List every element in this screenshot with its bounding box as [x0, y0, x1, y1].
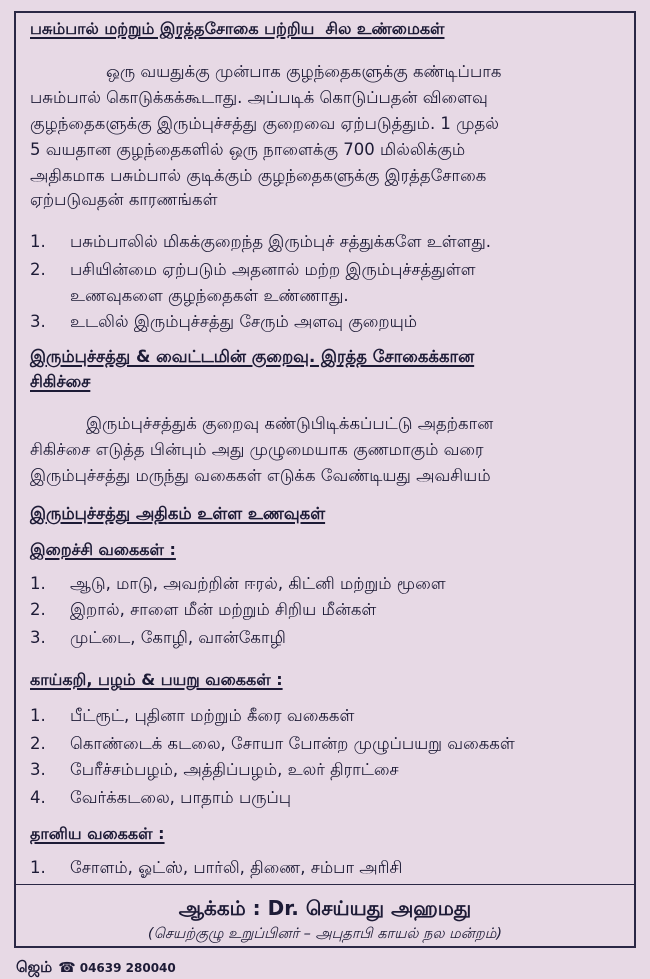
- list-item: [30, 627, 286, 649]
- list-item-text: இறால், சாளை மீன் மற்றும் சிறிய மீன்கள்: [70, 600, 377, 619]
- list-item: [30, 787, 291, 809]
- list-item: [30, 231, 491, 253]
- list-item: [30, 705, 354, 727]
- list-item-text: வேர்க்கடலை, பாதாம் பருப்பு: [70, 788, 292, 807]
- author-credit: ஆக்கம் : Dr. செய்யது அஹமது: [178, 896, 472, 920]
- list-number: 4.: [30, 788, 46, 807]
- section-heading: இரும்புச்சத்து & வைட்டமின் குறைவு. இரத்த சோகைக்கான: [30, 347, 475, 366]
- intro-line: பசும்பால் கொடுக்கக்கூடாது. அப்படிக் கொடுப்பதன் விளைவு: [30, 88, 488, 107]
- list-item-text: பீட்ரூட், புதினா மற்றும் கீரை வகைகள்: [70, 706, 355, 725]
- list-item: [30, 259, 476, 281]
- list-item: [30, 599, 376, 621]
- treatment-line: இரும்புச்சத்து மருந்து வகைகள் எடுக்க வேண்டியது அவசியம்: [30, 466, 491, 485]
- intro-line: ஏற்படுவதன் காரணங்கள்: [30, 190, 218, 209]
- group-heading-vegetables: காய்கறி, பழம் & பயறு வகைகள் :: [30, 670, 283, 689]
- intro-line: குழந்தைகளுக்கு இரும்புச்சத்து குறைவை ஏற்படுத்தும். 1 முதல்: [30, 114, 499, 133]
- phone-icon: [58, 960, 75, 976]
- list-number: 3.: [30, 628, 46, 647]
- contact-line: [16, 957, 176, 978]
- phone-number: 04639 280040: [79, 961, 176, 975]
- list-item-text: பசும்பாலில் மிகக்குறைந்த இரும்புச் சத்துக்களே உள்ளது.: [70, 232, 492, 251]
- brand-name: ஜெம்: [16, 958, 53, 976]
- list-number: 1.: [30, 858, 46, 877]
- list-number: 2.: [30, 734, 46, 753]
- list-number: 3.: [30, 312, 46, 331]
- list-item-text: ஆடு, மாடு, அவற்றின் ஈரல், கிட்னி மற்றும் மூளை: [70, 574, 446, 593]
- list-number: 2.: [30, 600, 46, 619]
- list-item: [30, 733, 515, 755]
- list-item: [30, 857, 402, 879]
- treatment-line: இரும்புச்சத்துக் குறைவு கண்டுபிடிக்கப்பட்டு அதற்கான: [86, 414, 494, 433]
- list-number: 1.: [30, 574, 46, 593]
- intro-line: ஒரு வயதுக்கு முன்பாக குழந்தைகளுக்கு கண்டிப்பாக: [106, 62, 502, 81]
- section-heading: சிகிச்சை: [30, 372, 91, 391]
- content-frame: [14, 11, 636, 948]
- list-item-text: கொண்டைக் கடலை, சோயா போன்ற முழுப்பயறு வகைகள்: [70, 734, 515, 753]
- list-item-text: சோளம், ஓட்ஸ், பார்லி, திணை, சம்பா அரிசி: [70, 858, 403, 877]
- list-number: 2.: [30, 260, 46, 279]
- list-item-continuation: உணவுகளை குழந்தைகள் உண்ணாது.: [70, 286, 349, 305]
- group-heading-grains: தானிய வகைகள் :: [30, 824, 165, 843]
- list-item: [30, 311, 417, 333]
- footer-divider: [16, 884, 634, 885]
- group-heading-meat: இறைச்சி வகைகள் :: [30, 540, 176, 559]
- page-title: பசும்பால் மற்றும் இரத்தசோகை பற்றிய சில உண்மைகள்: [30, 19, 445, 38]
- author-role: (செயற்குழு உறுப்பினர் – அபுதாபி காயல் நல மன்றம்): [147, 926, 503, 942]
- treatment-line: சிகிச்சை எடுத்த பின்பும் அது முழுமையாக குணமாகும் வரை: [30, 440, 484, 459]
- section-heading: இரும்புச்சத்து அதிகம் உள்ள உணவுகள்: [30, 504, 326, 523]
- list-item-text: பசியின்மை ஏற்படும் அதனால் மற்ற இரும்புச்சத்துள்ள: [70, 260, 476, 279]
- list-number: 3.: [30, 760, 46, 779]
- intro-line: அதிகமாக பசும்பால் குடிக்கும் குழந்தைகளுக்கு இரத்தசோகை: [30, 166, 487, 185]
- list-number: 1.: [30, 706, 46, 725]
- list-number: 1.: [30, 232, 46, 251]
- intro-line: 5 வயதான குழந்தைகளில் ஒரு நாளைக்கு 700 மில்லிக்கும்: [30, 140, 466, 159]
- list-item-text: பேரீச்சம்பழம், அத்திப்பழம், உலர் திராட்சை: [70, 760, 399, 779]
- list-item-text: முட்டை, கோழி, வான்கோழி: [70, 628, 286, 647]
- list-item-text: உடலில் இரும்புச்சத்து சேரும் அளவு குறையும்: [70, 312, 418, 331]
- list-item: [30, 573, 446, 595]
- list-item: [30, 759, 399, 781]
